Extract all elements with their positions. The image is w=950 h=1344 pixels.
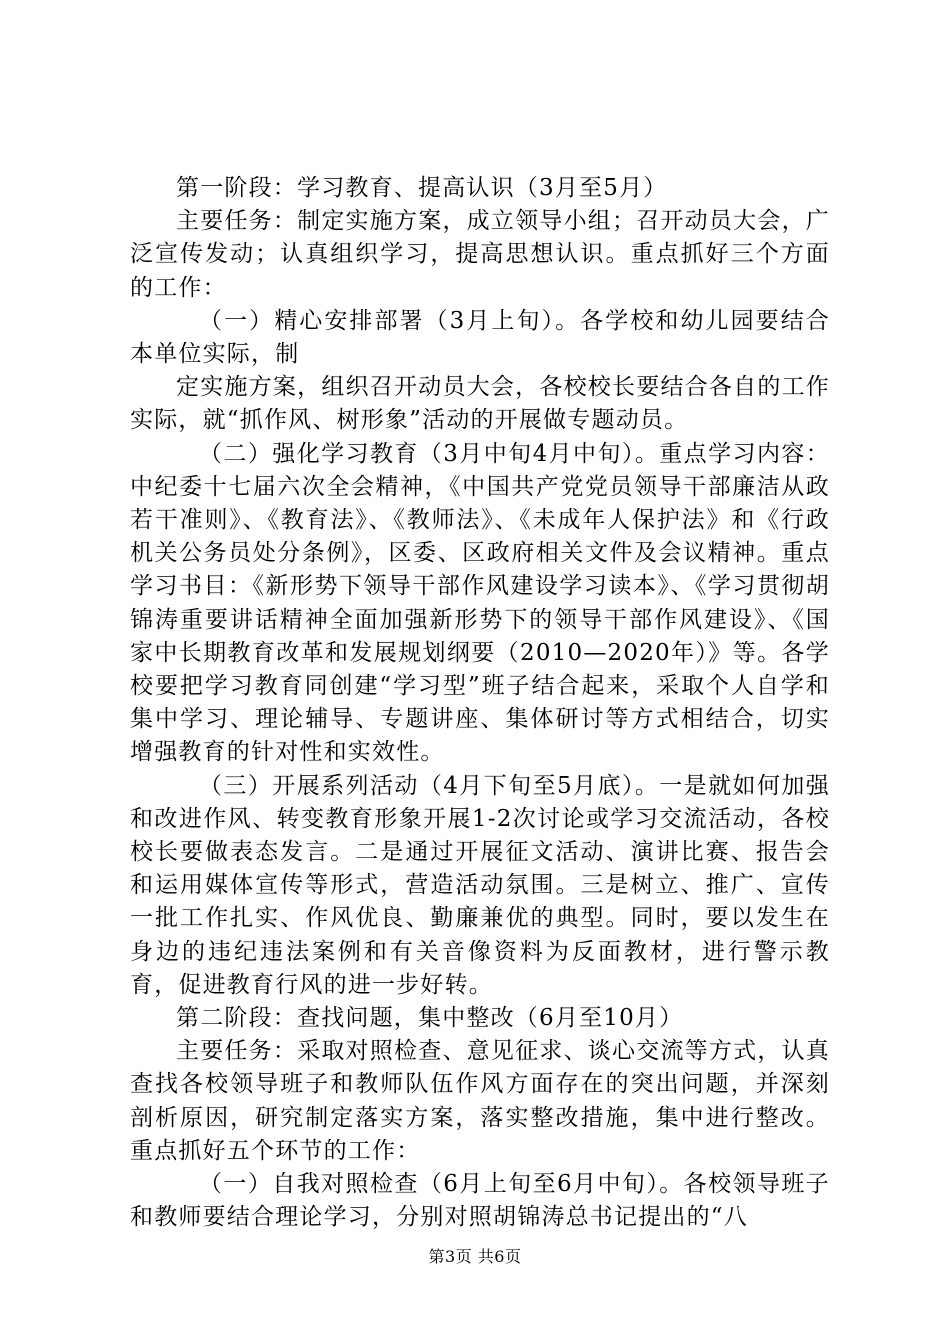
stage-two-heading: 第二阶段：查找问题，集中整改（6月至10月） [176,1005,684,1032]
item-study-education: （二）强化学习教育（3月中旬4月中旬）。重点学习内容：中纪委十七届六次全会精神，《中国共产党党员领导干部廉洁从政若干准则》、《教育法》、《教师法》、《未成年人保护法》和《行政机关公务员处分条例》，区委、区政府相关文件及会议精神。重点学习书目：《新形势下领导干部作风建设学习读本》、《学习贯彻胡锦涛重要讲话精神全面加强新形势下的领导干部作风建设》、《国家中长期教育改革和发展规划纲要（2010—2020年）》等。各学校要把学习教育同创建“学习型”班子结合起来，采取个人自学和集中学习、理论辅导、专题讲座、集体研讨等方式相结合，切实增强教育的针对性和实效性。 [130,440,830,766]
stage-two-tasks: 主要任务：采取对照检查、意见征求、谈心交流等方式，认真查找各校领导班子和教师队伍作风方面存在的突出问题，并深刻剖析原因，研究制定落实方案，落实整改措施，集中进行整改。重点抓好五个环节的工作： [130,1038,830,1164]
item-deployment-continued: 定实施方案，组织召开动员大会，各校校长要结合各自的工作实际，就“抓作风、树形象”活动的开展做专题动员。 [130,374,830,434]
page-footer [0,1244,950,1267]
item-self-check: （一）自我对照检查（6月上旬至6月中旬）。各校领导班子和教师要结合理论学习，分别对照胡锦涛总书记提出的“八 [130,1171,830,1231]
item-deployment: （一）精心安排部署（3月上旬）。各学校和幼儿园要结合本单位实际，制 [130,307,830,368]
stage-one-tasks: 主要任务：制定实施方案，成立领导小组；召开动员大会，广泛宣传发动；认真组织学习，提高思想认识。重点抓好三个方面的工作： [130,208,830,301]
stage-one-heading: 第一阶段：学习教育、提高认识（3月至5月） [176,175,668,201]
document-body [130,172,830,1235]
page-number-label: 第3页 共6页 [428,1247,522,1266]
item-series-activities: （三）开展系列活动（4月下旬至5月底）。一是就如何加强和改进作风、转变教育形象开展1-2次讨论或学习交流活动，各校校长要做表态发言。二是通过开展征文活动、演讲比赛、报告会和运用媒体宣传等形式，营造活动氛围。三是树立、推广、宣传一批工作扎实、作风优良、勤廉兼优的典型。同时，要以发生在身边的违纪违法案例和有关音像资料为反面教材，进行警示教育，促进教育行风的进一步好转。 [130,772,830,998]
